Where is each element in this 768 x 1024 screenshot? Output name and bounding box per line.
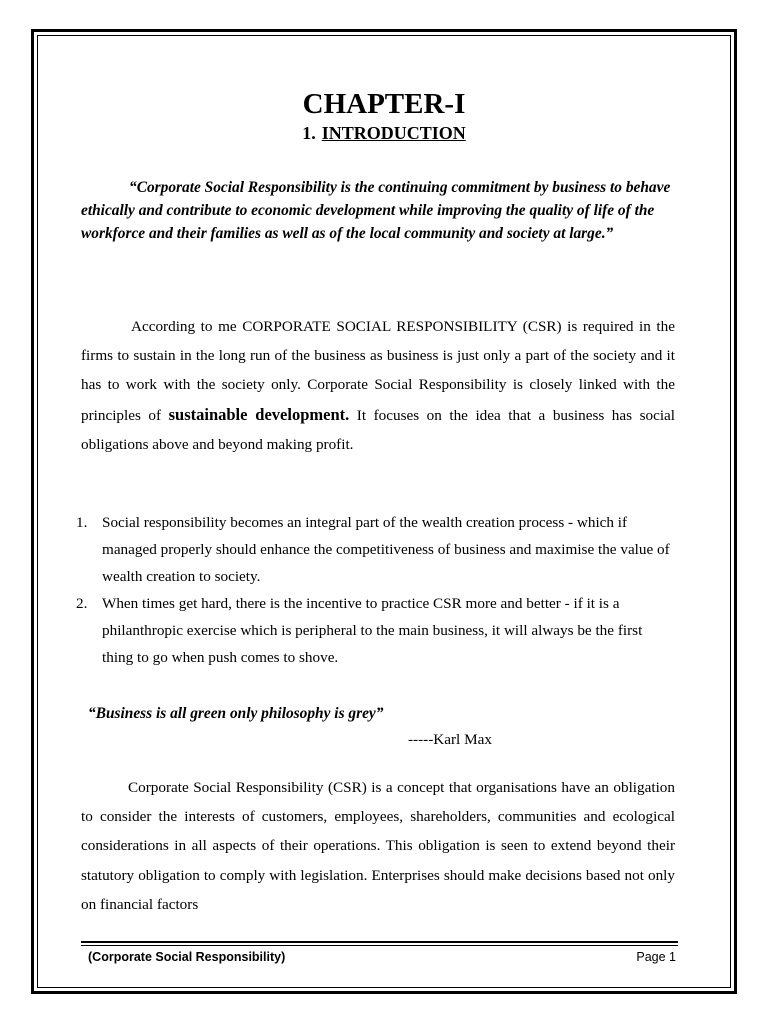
section-number: 1. <box>302 123 316 143</box>
intro-paragraph-continuation: It focuses on the idea that a business has social obligations above and beyond making profit. <box>81 406 676 453</box>
quote-attribution: -----Karl Max <box>408 731 492 748</box>
list-item <box>76 509 676 590</box>
list-item <box>76 590 676 671</box>
footer-divider-thick <box>81 941 678 943</box>
intro-paragraph-text: According to me CORPORATE SOCIAL RESPONSIBILITY (CSR) is required in the firms to sustain in the long run of the business as business is just only a part of the society and it has to work with the society only. Corporate Social Responsibility is closely linked with the principles of <box>81 318 675 424</box>
footer-divider-thin <box>81 945 678 946</box>
chapter-title: CHAPTER-I <box>302 88 466 120</box>
intro-paragraph <box>81 312 675 459</box>
reasons-list <box>76 509 676 671</box>
section-title <box>0 120 768 146</box>
sustainable-development-term: sustainable development. <box>168 404 350 424</box>
footer-title: (Corporate Social Responsibility) <box>88 950 286 964</box>
csr-definition-quote: “Corporate Social Responsibility is the continuing commitment by business to behave ethically and contribute to economic development while improving the quality of life of the workforce and their families as well as of the local community and society at large.” <box>81 179 671 242</box>
page-number: Page 1 <box>636 950 676 964</box>
csr-concept-paragraph: Corporate Social Responsibility (CSR) is a concept that organisations have an obligation to consider the interests of customers, employees, shareholders, communities and ecological considerations in all aspects of their operations. This obligation is seen to extend beyond their statutory obligation to comply with legislation. Enterprises should make decisions based not only on financial factors <box>81 779 675 913</box>
list-marker: 2. <box>76 595 88 612</box>
list-item-text: When times get hard, there is the incentive to practice CSR more and better - if it is a philanthropic exercise which is peripheral to the main business, it will always be the first thing to go when push comes to shove. <box>102 595 643 666</box>
business-quote: “Business is all green only philosophy is grey” <box>88 705 384 722</box>
section-label: INTRODUCTION <box>321 123 466 143</box>
list-marker: 1. <box>76 514 88 531</box>
list-item-text: Social responsibility becomes an integral part of the wealth creation process - which if managed properly should enhance the competitiveness of business and maximise the value of wealth creation to society. <box>102 514 670 585</box>
